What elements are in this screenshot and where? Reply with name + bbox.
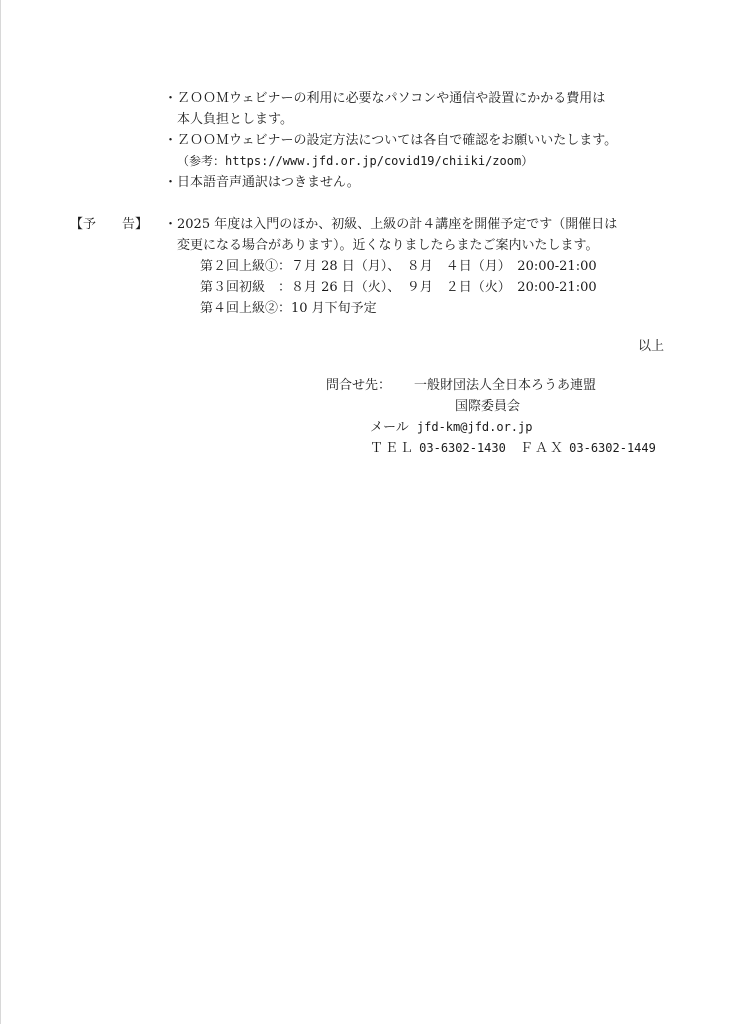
- notice-line-1: [164, 218, 617, 231]
- note-item-interpretation: [164, 176, 360, 189]
- note-text: 本人負担とします。: [177, 112, 293, 127]
- tel-label: ＴＥＬ: [370, 441, 416, 456]
- contact-email-row: [370, 421, 532, 434]
- notice-text: 2025 年度は入門のほか、初級、上級の計４講座を開催予定です（開催日は: [177, 217, 618, 232]
- note-text: ＺＯＯＭウェビナーの利用に必要なパソコンや通信や設置にかかる費用は: [177, 91, 606, 106]
- contact-dept: 国際委員会: [455, 399, 521, 414]
- closing-text: 以上: [638, 339, 665, 354]
- contact-phone-row: [370, 442, 656, 455]
- contact-org: 一般財団法人全日本ろうあ連盟: [414, 378, 597, 393]
- schedule-item-advanced-2: 第４回上級②：10 月下旬予定: [200, 301, 377, 316]
- notice-label: 【予 告】: [70, 217, 149, 232]
- reference-link[interactable]: [177, 155, 533, 167]
- note-text: ＺＯＯＭウェビナーの設定方法については各自で確認をお願いいたします。: [177, 133, 618, 148]
- fax-number: 03-6302-1449: [569, 441, 656, 455]
- email-address[interactable]: jfd-km@jfd.or.jp: [416, 420, 533, 434]
- note-item-settings: [164, 134, 617, 147]
- fax-label: ＦＡＸ: [520, 441, 566, 456]
- page-edge: [0, 0, 1, 1024]
- schedule-item-advanced-1: 第２回上級①：７月 28 日（月）、 ８月 ４日（月） 20:00-21:00: [200, 259, 597, 274]
- note-text: 日本語音声通訳はつきません。: [177, 175, 360, 190]
- tel-number: 03-6302-1430: [419, 441, 506, 455]
- bullet-mark: ・: [164, 91, 178, 106]
- bullet-mark: ・: [164, 217, 178, 232]
- email-label: メール: [370, 420, 409, 435]
- bullet-mark: ・: [164, 133, 178, 148]
- notice-line-2: 変更になる場合があります）。近くなりましたらまたご案内いたします。: [177, 238, 599, 253]
- note-item-cost: [164, 92, 605, 105]
- reference-url-text[interactable]: （参考：https://www.jfd.or.jp/covid19/chiiki/zoom）: [177, 154, 534, 168]
- schedule-item-beginner: 第３回初級 ：８月 26 日（火）、 ９月 ２日（火） 20:00-21:00: [200, 280, 597, 295]
- contact-label: 問合せ先：: [326, 378, 392, 393]
- bullet-mark: ・: [164, 175, 178, 190]
- note-item-cost-cont: [177, 113, 293, 126]
